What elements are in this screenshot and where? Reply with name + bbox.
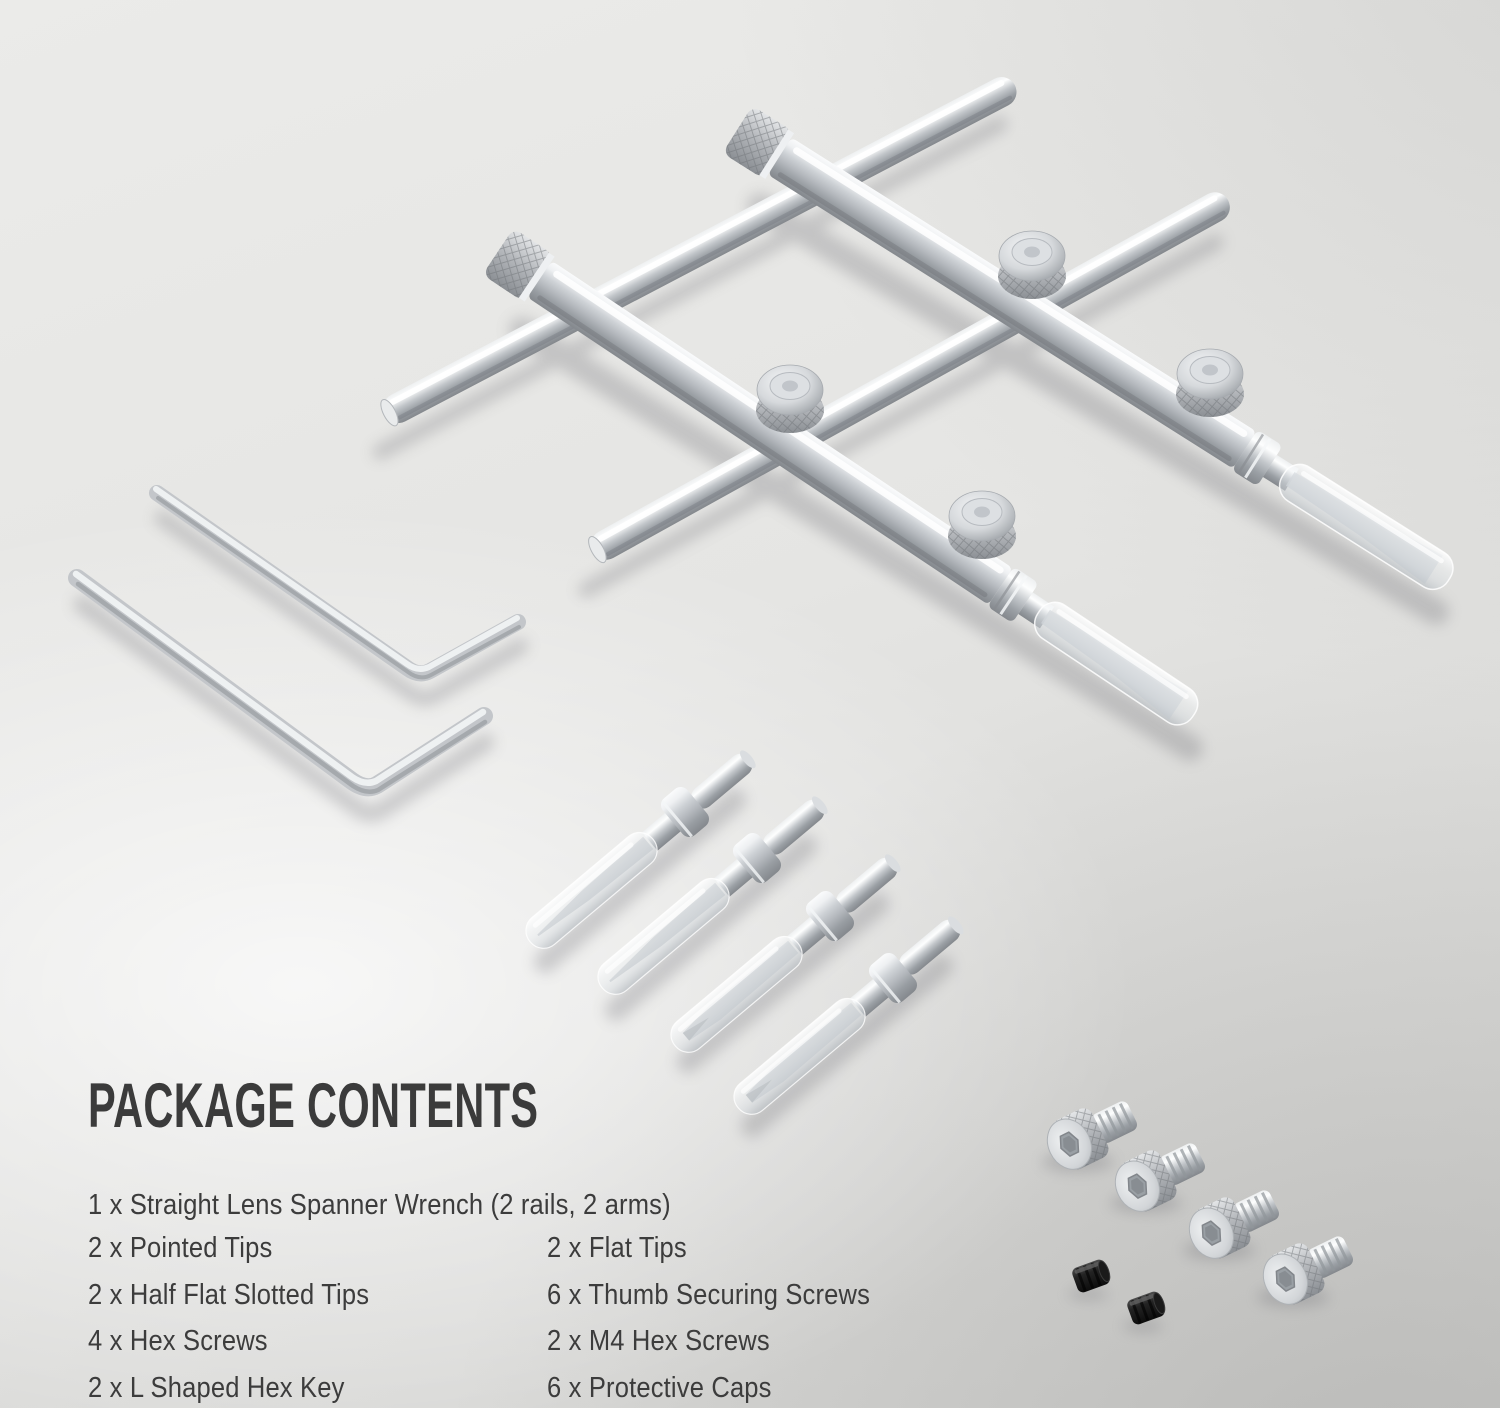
thumb-screw-4 (948, 491, 1016, 559)
set-screw-1 (1071, 1257, 1113, 1294)
contents-item-m4-hex-screws: 2 x M4 Hex Screws (547, 1325, 770, 1357)
set-screw-2 (1126, 1289, 1168, 1326)
contents-item-hex-screws: 4 x Hex Screws (88, 1325, 268, 1357)
package-contents-title: PACKAGE CONTENTS (88, 1071, 539, 1141)
thumb-screw-2 (1176, 349, 1244, 417)
thumb-screw-3 (756, 365, 824, 433)
contents-item-protective-caps: 6 x Protective Caps (547, 1372, 772, 1404)
contents-item-l-shaped-hex-key: 2 x L Shaped Hex Key (88, 1372, 345, 1404)
contents-item-pointed-tips: 2 x Pointed Tips (88, 1232, 273, 1264)
contents-item-flat-tips: 2 x Flat Tips (547, 1232, 687, 1264)
thumb-screw-1 (998, 231, 1066, 299)
contents-item-wrench: 1 x Straight Lens Spanner Wrench (2 rails, 2 arms) (88, 1189, 671, 1221)
contents-item-half-flat-slotted-tips: 2 x Half Flat Slotted Tips (88, 1279, 370, 1311)
contents-item-thumb-securing-screws: 6 x Thumb Securing Screws (547, 1279, 871, 1311)
